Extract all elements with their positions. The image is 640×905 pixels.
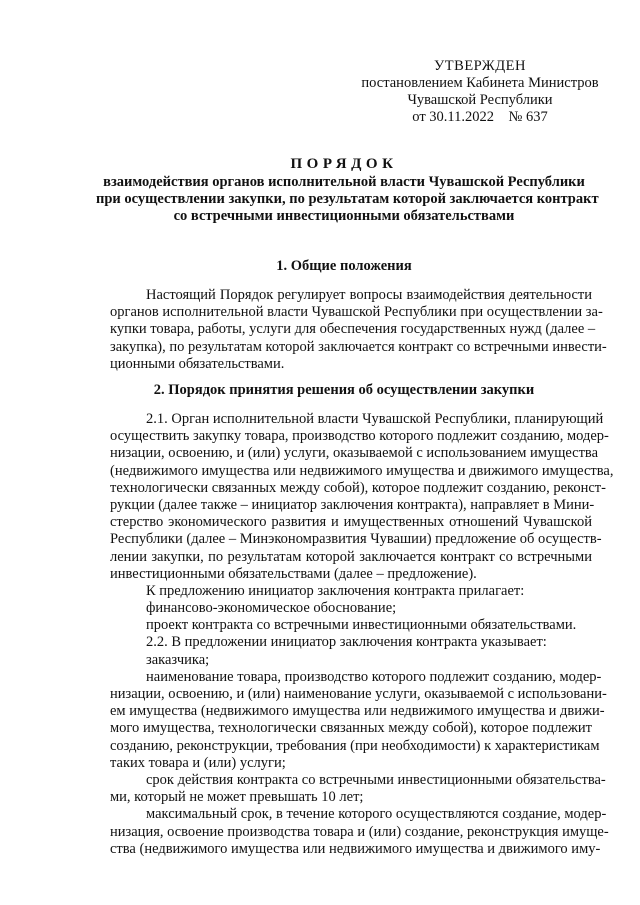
subtitle-line: со встречными инвестиционными обязательствами xyxy=(173,208,515,224)
text-line: финансово-экономическое обоснование; xyxy=(146,600,397,617)
approval-line-3: от 30.11.2022 № 637 xyxy=(412,109,548,125)
text-line: лении закупки, по результатам которой заключается контракт со встречными xyxy=(110,548,592,565)
text-line: низации, освоению, и (или) наименование услуги, оказываемой с использовани- xyxy=(110,686,607,702)
text-line: созданию, реконструкции, требования (при необходимости) к характеристикам xyxy=(110,737,600,754)
text-line: закупка), по результатам которой заключается контракт со встречными инвести- xyxy=(110,338,607,355)
text-line: ционными обязательствами. xyxy=(110,355,285,372)
text-line: срок действия контракта со встречными инвестиционными обязательства- xyxy=(146,771,606,788)
text-line: К предложению инициатор заключения контракта прилагает: xyxy=(146,582,525,599)
text-line: осуществить закупку товара, производство которого подлежит созданию, модер- xyxy=(110,428,609,445)
text-line: технологически связанных между собой), которое подлежит созданию, реконст- xyxy=(110,479,606,496)
text-line: мого имущества, технологически связанных между собой), которое подлежит xyxy=(110,720,592,737)
text-line: проект контракта со встречными инвестиционными обязательствами. xyxy=(146,617,577,634)
text-line: наименование товара, производство которого подлежит созданию, модер- xyxy=(146,668,602,685)
document-title: ПОРЯДОК xyxy=(290,156,398,172)
text-line: заказчика; xyxy=(146,651,210,668)
text-line: инвестиционными обязательствами (далее – предложение). xyxy=(110,565,477,582)
text-line: рукции (далее также – инициатор заключения контракта), направляет в Мини- xyxy=(110,496,595,513)
text-line: стерство экономического развития и имущественных отношений Чувашской xyxy=(110,514,592,531)
text-line: Настоящий Порядок регулирует вопросы взаимодействия деятельности xyxy=(146,287,592,303)
text-line: 2.1. Орган исполнительной власти Чувашской Республики, планирующий xyxy=(146,411,604,427)
subtitle-line: взаимодействия органов исполнительной власти Чувашской Республики xyxy=(103,174,585,190)
approval-line-2: Чувашской Республики xyxy=(407,92,553,108)
text-line: купки товара, работы, услуги для обеспечения государственных нужд (далее – xyxy=(110,321,596,338)
document-subtitle xyxy=(96,174,599,225)
text-line: ства (недвижимого имущества или недвижимого имущества и движимого иму- xyxy=(110,840,601,857)
text-line: органов исполнительной власти Чувашской Республики при осуществлении за- xyxy=(110,304,603,321)
text-line: 2.2. В предложении инициатор заключения контракта указывает: xyxy=(146,634,547,651)
text-line: таких товара и (или) услуги; xyxy=(110,754,286,771)
section-1-heading: 1. Общие положения xyxy=(276,258,412,274)
text-line: низация, освоение производства товара и (или) создание, реконструкция имуще- xyxy=(110,823,609,840)
text-line: ми, который не может превышать 10 лет; xyxy=(110,789,364,806)
approval-stamp xyxy=(350,58,610,126)
text-line: ем имущества (недвижимого имущества или недвижимого имущества и движи- xyxy=(110,703,605,720)
text-line: максимальный срок, в течение которого осуществляются создание, модер- xyxy=(146,806,607,823)
approval-line-1: постановлением Кабинета Министров xyxy=(361,75,599,91)
approval-title: УТВЕРЖДЕН xyxy=(434,58,526,74)
text-line: (недвижимого имущества или недвижимого имущества и движимого имущества, xyxy=(110,462,614,479)
section-2-heading: 2. Порядок принятия решения об осуществлении закупки xyxy=(153,382,535,398)
text-line: Республики (далее – Минэкономразвития Чувашии) предложение об осуществ- xyxy=(110,531,602,548)
section-1-body xyxy=(110,287,607,373)
text-line: низации, освоению, и (или) услуги, оказываемой с использованием имущества xyxy=(110,445,599,462)
section-2-body xyxy=(110,411,614,858)
subtitle-line: при осуществлении закупки, по результатам которой заключается контракт xyxy=(96,191,599,207)
